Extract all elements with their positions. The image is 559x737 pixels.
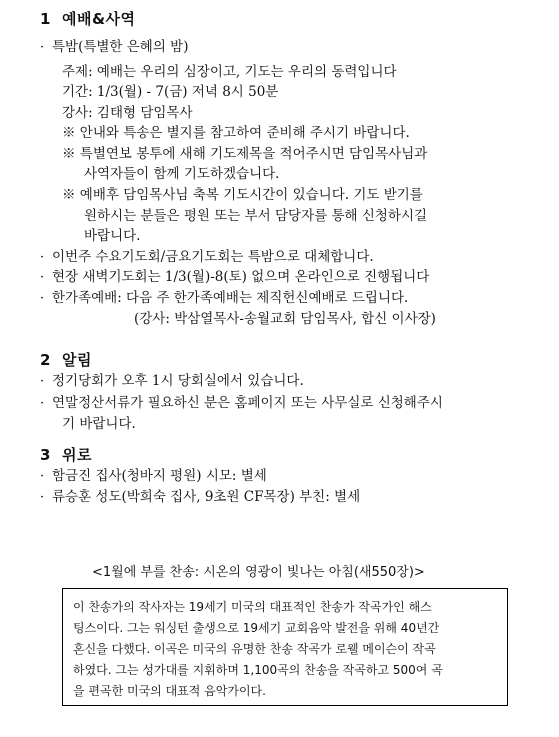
- list-item: ※ 예배후 담임목사님 축복 기도시간이 있습니다. 기도 받기를: [62, 187, 423, 203]
- section-1-heading: [40, 8, 136, 29]
- list-item: 강사: 김태형 담임목사: [62, 105, 193, 121]
- bullet: ·: [40, 40, 45, 55]
- list-item: 기 바랍니다.: [62, 416, 136, 432]
- hymn-text-line: 이 찬송가의 작사자는 19세기 미국의 대표적인 찬송가 작곡가인 해스: [73, 600, 432, 614]
- list-item: 함금진 집사(청바지 평원) 시모: 별세: [52, 468, 267, 484]
- list-item: 류승훈 성도(박희숙 집사, 9초원 CF목장) 부친: 별세: [52, 489, 361, 505]
- hymn-description-box: [62, 588, 508, 706]
- section-3-heading: [40, 444, 92, 465]
- list-item: 현장 새벽기도회는 1/3(월)-8(토) 없으며 온라인으로 진행됩니다: [52, 269, 430, 285]
- list-item: 사역자들이 함께 기도하겠습니다.: [84, 166, 280, 182]
- list-item: 주제: 예배는 우리의 심장이고, 기도는 우리의 동력입니다: [62, 64, 397, 80]
- bullet: ·: [40, 490, 45, 505]
- bullet: ·: [40, 291, 45, 306]
- section-title: 위로: [62, 446, 92, 464]
- bullet: ·: [40, 270, 45, 285]
- list-item: 특밤(특별한 은혜의 밤): [52, 39, 189, 55]
- bullet: ·: [40, 250, 45, 265]
- bullet: ·: [40, 374, 45, 389]
- hymn-title: <1월에 부를 찬송: 시온의 영광이 빛나는 아침(새550장)>: [92, 565, 425, 580]
- hymn-text-line: 을 편곡한 미국의 대표적 음악가이다.: [73, 684, 266, 698]
- list-item: ※ 특별연보 봉투에 새해 기도제목을 적어주시면 담임목사님과: [62, 146, 428, 162]
- section-title: 알림: [62, 351, 92, 369]
- hymn-text-line: 혼신을 다했다. 이곡은 미국의 유명한 찬송 작곡가 로웰 메이슨이 작곡: [73, 642, 436, 656]
- section-title: 예배&사역: [62, 10, 136, 28]
- section-2-heading: [40, 349, 92, 370]
- section-number: 1: [40, 10, 51, 28]
- hymn-text-line: 팅스이다. 그는 워싱턴 출생으로 19세기 교회음악 발전을 위해 40년간: [73, 621, 440, 635]
- list-item: ※ 안내와 특송은 별지를 참고하여 준비해 주시기 바랍니다.: [62, 125, 410, 141]
- hymn-text-line: 하였다. 그는 성가대를 지휘하며 1,100곡의 찬송을 작곡하고 500여 곡: [73, 663, 443, 677]
- list-item: 바랍니다.: [84, 228, 141, 244]
- section-number: 3: [40, 446, 51, 464]
- list-item: 한가족예배: 다음 주 한가족예배는 제직헌신예배로 드립니다.: [52, 290, 409, 306]
- bullet: ·: [40, 396, 45, 411]
- bullet: ·: [40, 469, 45, 484]
- list-item: 연말정산서류가 필요하신 분은 홈페이지 또는 사무실로 신청해주시: [52, 395, 443, 411]
- list-item: 원하시는 분들은 평원 또는 부서 담당자를 통해 신청하시길: [84, 208, 428, 224]
- section-number: 2: [40, 351, 51, 369]
- list-item: 정기당회가 오후 1시 당회실에서 있습니다.: [52, 373, 304, 389]
- list-item: (강사: 박삼열목사-송월교회 담임목사, 합신 이사장): [134, 311, 436, 327]
- list-item: 기간: 1/3(월) - 7(금) 저녁 8시 50분: [62, 84, 279, 100]
- list-item: 이번주 수요기도회/금요기도회는 특밤으로 대체합니다.: [52, 249, 374, 265]
